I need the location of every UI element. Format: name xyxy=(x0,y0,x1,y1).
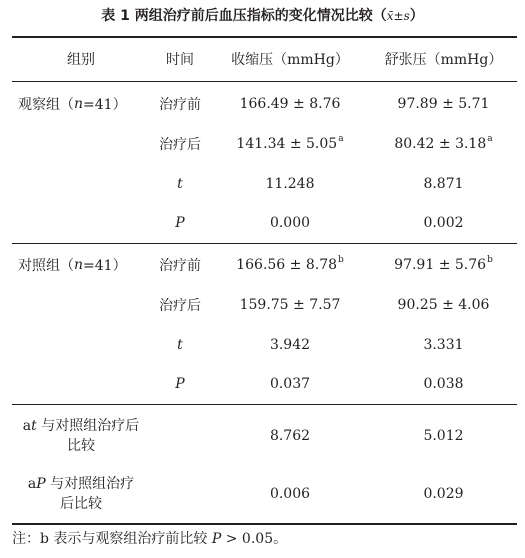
control-before-dbp-cell xyxy=(370,245,517,285)
observation-after-dbp: 80.42 ± 3.18 xyxy=(394,136,487,152)
comparison-at-label-cell xyxy=(12,408,150,464)
observation-after-sbp: 141.34 ± 5.05 xyxy=(236,136,338,152)
observation-after-dbp-cell xyxy=(370,124,517,164)
table-row xyxy=(12,466,517,522)
footnote-stat: P xyxy=(211,531,222,547)
table-row xyxy=(12,365,517,403)
table-row xyxy=(12,124,517,164)
control-after-dbp: 90.25 ± 4.06 xyxy=(397,297,490,313)
table-row xyxy=(12,285,517,325)
comparison-at-sbp: 8.762 xyxy=(269,428,311,444)
table-row xyxy=(12,164,517,204)
control-after-sbp: 159.75 ± 7.57 xyxy=(239,297,341,313)
observation-after-sbp-sup: a xyxy=(338,134,344,144)
control-t-dbp: 3.331 xyxy=(423,337,464,353)
observation-p-label: P xyxy=(175,215,185,231)
observation-p-dbp: 0.002 xyxy=(423,215,464,231)
table-row xyxy=(12,245,517,285)
control-before-sbp-sup: b xyxy=(338,255,344,265)
comparison-at-stat: t xyxy=(31,418,37,434)
control-t-sbp: 3.942 xyxy=(269,337,311,353)
header-time: 时间 xyxy=(166,52,194,68)
control-label-suffix: =41） xyxy=(83,258,127,274)
control-t-label: t xyxy=(177,337,183,353)
control-group-label xyxy=(12,245,150,285)
observation-before-sbp: 166.49 ± 8.76 xyxy=(239,96,341,112)
footnote-prefix: 注：b 表示与观察组治疗前比较 xyxy=(12,531,212,547)
control-p-sbp: 0.037 xyxy=(269,376,311,392)
table-row xyxy=(12,325,517,365)
comparison-at-text: 与对照组治疗后比较 xyxy=(36,418,140,454)
observation-group-label xyxy=(12,84,150,124)
control-before-time: 治疗前 xyxy=(159,258,201,274)
table-row xyxy=(12,204,517,242)
observation-after-time: 治疗后 xyxy=(159,137,201,153)
caption-suffix: ） xyxy=(409,8,424,24)
header-sbp: 收缩压（mmHg） xyxy=(231,52,349,68)
comparison-ap-stat: P xyxy=(36,476,46,492)
control-before-sbp: 166.56 ± 8.78 xyxy=(236,257,338,273)
table-header-row xyxy=(12,38,517,80)
header-group: 组别 xyxy=(67,52,95,68)
comparison-ap-label xyxy=(22,474,140,514)
observation-p-sbp: 0.000 xyxy=(269,215,311,231)
header-rule xyxy=(12,81,517,82)
comparison-ap-label-cell xyxy=(12,466,150,522)
header-dbp: 舒张压（mmHg） xyxy=(384,52,503,68)
bottom-rule xyxy=(12,523,517,525)
comparison-ap-text: 与对照组治疗后比较 xyxy=(45,476,135,512)
observation-before-dbp: 97.89 ± 5.71 xyxy=(397,96,490,112)
observation-label-prefix: 观察组（ xyxy=(18,97,74,113)
observation-t-label: t xyxy=(177,176,183,192)
control-label-prefix: 对照组（ xyxy=(18,258,74,274)
table-footnote xyxy=(12,528,287,548)
control-after-time: 治疗后 xyxy=(159,298,201,314)
observation-label-n: n xyxy=(74,96,84,112)
control-before-sbp-cell xyxy=(210,245,370,285)
table-row xyxy=(12,84,517,124)
comparison-ap-dbp: 0.029 xyxy=(423,486,464,502)
table-row xyxy=(12,408,517,464)
control-before-dbp: 97.91 ± 5.76 xyxy=(394,257,487,273)
group-divider-rule xyxy=(12,243,517,244)
comparison-at-dbp: 5.012 xyxy=(423,428,464,444)
observation-t-sbp: 11.248 xyxy=(265,176,315,192)
control-p-dbp: 0.038 xyxy=(423,376,464,392)
comparison-ap-prefix: a xyxy=(27,476,37,492)
observation-after-dbp-sup: a xyxy=(487,134,493,144)
control-p-label: P xyxy=(175,376,185,392)
control-label-n: n xyxy=(74,257,84,273)
footnote-suffix: > 0.05。 xyxy=(221,531,288,547)
observation-before-time: 治疗前 xyxy=(159,97,201,113)
observation-t-dbp: 8.871 xyxy=(423,176,464,192)
caption-stat: x̄±s xyxy=(386,9,410,23)
observation-label-suffix: =41） xyxy=(83,97,127,113)
comparison-at-prefix: a xyxy=(22,418,32,434)
observation-after-sbp-cell xyxy=(210,124,370,164)
comparison-divider-rule xyxy=(12,404,517,405)
control-before-dbp-sup: b xyxy=(487,255,493,265)
comparison-at-label xyxy=(22,416,140,456)
table-caption xyxy=(0,6,525,26)
caption-text: 表 1 两组治疗前后血压指标的变化情况比较（ xyxy=(101,8,387,24)
comparison-ap-sbp: 0.006 xyxy=(269,486,311,502)
